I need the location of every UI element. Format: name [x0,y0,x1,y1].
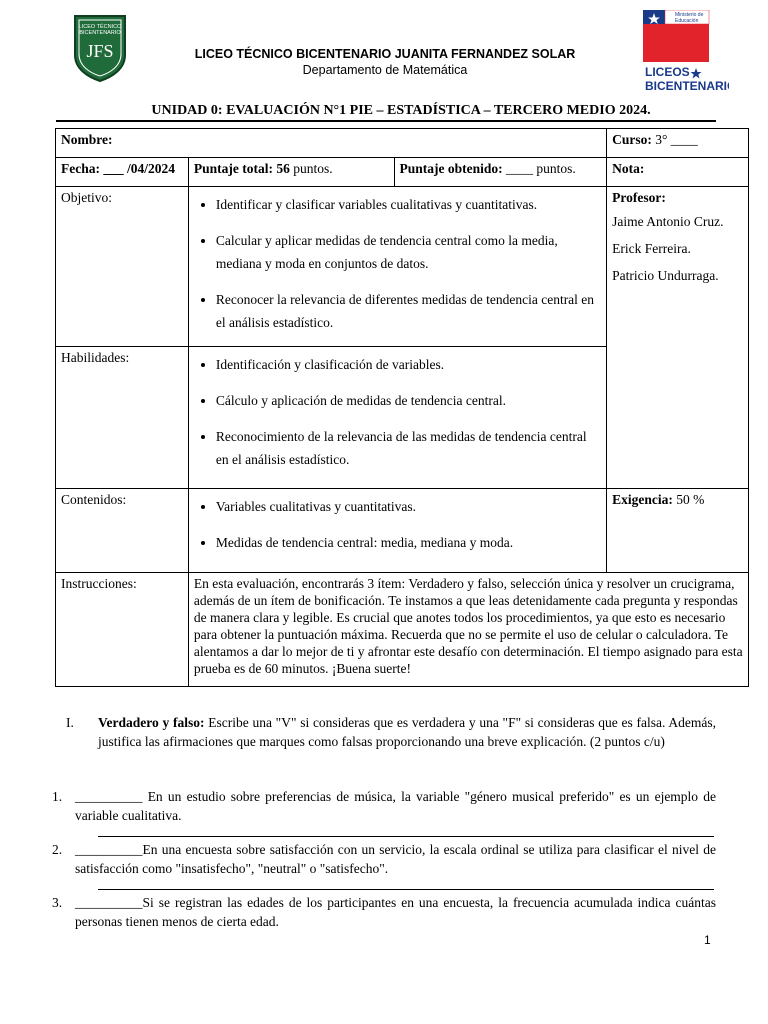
curso-label: Curso: [612,132,652,147]
list-item: • Variables cualitativas y cuantitativas. [216,495,601,518]
justification-line[interactable] [98,889,714,890]
list-item: • Cálculo y aplicación de medidas de tendencia central. [216,389,601,412]
school-header [150,46,620,78]
question-2 [52,840,716,878]
justification-line[interactable] [98,836,714,837]
fecha-label: Fecha: ___ /04/2024 [61,161,175,176]
department-name: Departamento de Matemática [302,63,468,77]
star-icon [691,68,702,79]
list-item: • Reconocimiento de la relevancia de las medidas de tendencia central en el análisis estadístico. [216,425,601,471]
list-item: • Calcular y aplicar medidas de tendencia central como la media, mediana y moda en conjuntos de datos. [216,229,601,275]
habilidades-label: Habilidades: [56,347,189,489]
puntaje-obtenido-suffix: ____ puntos. [502,161,576,176]
contenidos-list [194,495,601,554]
nombre-label: Nombre: [61,132,113,147]
question-text: En un estudio sobre preferencias de música, la variable "género musical preferido" es un ejemplo de variable cualitativa. [75,789,716,823]
profesor-name: Erick Ferreira. [612,241,691,256]
curso-value: 3° ____ [651,132,698,147]
habilidades-cell [188,347,606,489]
program-line2: BICENTENARIO [645,79,729,93]
ministry-line2: Educación [675,18,699,24]
title-underline [56,120,716,122]
exigencia-label: Exigencia: [612,492,673,507]
puntaje-total-value: 56 [272,161,290,176]
exigencia-cell [607,489,749,573]
section-heading: Verdadero y falso: [98,715,205,730]
puntaje-total-suffix: puntos. [289,161,333,176]
contenidos-cell [188,489,606,573]
objetivo-list [194,193,601,334]
nombre-cell[interactable] [56,129,607,158]
section-true-false [66,713,716,751]
program-line1: LICEOS [645,65,690,79]
crest-initials: JFS [86,41,114,61]
question-number: 2. [52,842,63,857]
exigencia-value: 50 % [672,492,705,507]
objetivo-cell [188,187,606,347]
question-text: En una encuesta sobre satisfacción con un servicio, la escala ordinal se utiliza para clasificar el nivel de satisfacción como "insatisfecho", "neutral" o "satisfecho". [75,842,716,876]
puntaje-obtenido-label: Puntaje obtenido: [399,161,503,176]
section-instructions: Escribe una "V" si consideras que es verdadera y una "F" si consideras que es falsa. Además, justifica las afirmaciones que marques como falsas proporcionando una breve explicación. (2 puntos c/u) [98,715,716,749]
question-3 [52,893,716,931]
question-1 [52,787,716,825]
question-text: Si se registran las edades de los participantes en una encuesta, la frecuencia acumulada indica cuántas personas tienen menos de cierta edad. [75,895,716,929]
crest-line1: LICEO TÉCNICO [78,24,122,30]
evaluation-info-table [55,128,749,687]
curso-cell[interactable] [607,129,749,158]
school-name: LICEO TÉCNICO BICENTENARIO JUANITA FERNANDEZ SOLAR [194,47,576,61]
school-crest-logo [72,13,128,83]
list-item: • Reconocer la relevancia de diferentes medidas de tendencia central en el análisis estadístico. [216,288,601,334]
instrucciones-text: En esta evaluación, encontrarás 3 ítem: Verdadero y falso, selección única y resolver un crucigrama, además de un ítem de bonificación. Te instamos a que leas detenidamente cada pregunta y respondas de manera clara y legible. Es crucial que anotes todos los procedimientos, ya que esto es necesario para obtener la puntuación máxima. Recuerda que no se permite el uso de celular o calculadora. Te alentamos a dar lo mejor de ti y afrontar este desafío con determinación. El tiempo asignado para esta prueba es de 60 minutos. ¡Buena suerte! [188,573,748,687]
answer-blank[interactable]: __________ [75,789,143,804]
question-number: 3. [52,895,63,910]
profesor-cell [607,187,749,489]
profesor-name: Patricio Undurraga. [612,268,719,283]
puntaje-total-cell [188,158,394,187]
puntaje-total-label: Puntaje total: [193,161,273,176]
fecha-cell[interactable] [56,158,189,187]
nota-label: Nota: [612,161,645,176]
ministry-line1: Ministerio de [675,12,704,18]
page-number: 1 [704,933,711,947]
objetivo-label: Objetivo: [56,187,189,347]
answer-blank[interactable]: __________ [75,842,143,857]
list-item: • Identificación y clasificación de variables. [216,353,601,376]
evaluation-title: UNIDAD 0: EVALUACIÓN N°1 PIE – ESTADÍSTICA – TERCERO MEDIO 2024. [151,103,651,118]
puntaje-obtenido-cell[interactable] [394,158,607,187]
profesor-name: Jaime Antonio Cruz. [612,214,724,229]
list-item: • Medidas de tendencia central: media, mediana y moda. [216,531,601,554]
ministry-logo [643,10,729,94]
crest-line2: BICENTENARIO [79,30,121,36]
answer-blank[interactable]: __________ [75,895,143,910]
section-number: I. [66,715,74,730]
nota-cell[interactable] [607,158,749,187]
habilidades-list [194,353,601,471]
question-number: 1. [52,789,63,804]
contenidos-label: Contenidos: [56,489,189,573]
list-item: • Identificar y clasificar variables cualitativas y cuantitativas. [216,193,601,216]
instrucciones-label: Instrucciones: [56,573,189,687]
profesor-label: Profesor: [612,190,666,205]
